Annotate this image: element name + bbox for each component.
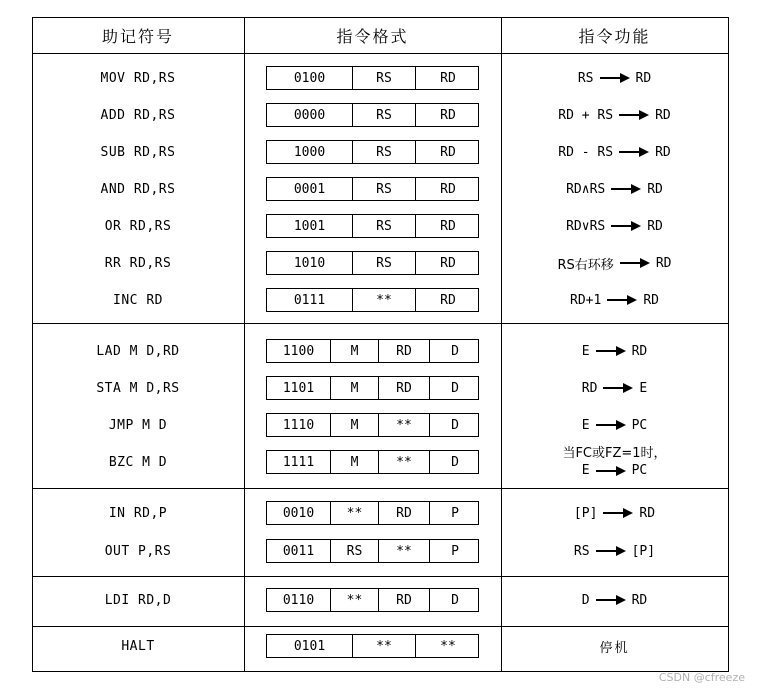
table-rule-horizontal [32, 17, 729, 18]
arrow-right-icon [611, 184, 641, 194]
mnemonic-cell: JMP M D [108, 417, 168, 433]
opcode-field: 0010 [267, 502, 331, 524]
operand-field: M [331, 414, 379, 436]
function-cell [501, 97, 728, 133]
opcode-field: 1000 [267, 141, 353, 163]
function-destination: RD [643, 292, 659, 308]
function-cell [501, 444, 728, 480]
operand-field: ** [379, 451, 430, 473]
function-destination: PC [631, 463, 648, 478]
operand-field: RD [440, 292, 456, 308]
operand-field: RS [353, 252, 416, 274]
function-cell [501, 171, 728, 207]
header-function: 指令功能 [578, 26, 651, 46]
arrow-right-icon [620, 258, 650, 268]
instruction-format-box [266, 103, 479, 127]
function-destination: RD [635, 70, 652, 86]
function-destination: RD [655, 255, 672, 271]
function-destination: RD [631, 592, 648, 608]
instruction-format-box [266, 251, 479, 275]
function-cell [501, 407, 728, 443]
function-cell [501, 333, 728, 369]
instruction-format-box [266, 66, 479, 90]
table-rule-vertical [244, 17, 245, 672]
instruction-format-box [266, 339, 479, 363]
function-source: RD - RS [558, 144, 614, 160]
table-rule-horizontal [32, 576, 729, 577]
instruction-format-box [266, 413, 479, 437]
arrow-right-icon [619, 147, 649, 157]
function-source: RS [577, 70, 594, 86]
function-source: RD [581, 380, 598, 396]
operand-field: RD [440, 255, 456, 271]
operand-field: M [331, 451, 379, 473]
mnemonic-cell: OR RD,RS [104, 218, 172, 234]
instruction-format-box [266, 140, 479, 164]
arrow-right-icon [596, 420, 626, 430]
function-cell [501, 208, 728, 244]
function-destination: PC [631, 417, 648, 433]
mnemonic-cell: STA M D,RS [96, 380, 180, 396]
function-cell [501, 60, 728, 96]
operand-field: RD [379, 589, 430, 611]
operand-field: RD [379, 340, 430, 362]
instruction-format-box [266, 288, 479, 312]
function-text: 停机 [599, 640, 630, 656]
arrow-right-icon [596, 346, 626, 356]
mnemonic-cell: RR RD,RS [104, 255, 172, 271]
function-cell [501, 495, 728, 531]
operand-field: RS [353, 178, 416, 200]
arrow-right-icon [596, 466, 626, 476]
operand-field: D [451, 343, 459, 359]
watermark: CSDN @cfreeze [658, 671, 745, 684]
function-source: RD+1 [570, 292, 602, 308]
opcode-field: 1010 [267, 252, 353, 274]
arrow-right-icon [611, 221, 641, 231]
operand-field: ** [440, 638, 456, 654]
mnemonic-cell: AND RD,RS [100, 181, 176, 197]
opcode-field: 1101 [267, 377, 331, 399]
function-source: RD∨RS [566, 218, 606, 234]
operand-field: M [331, 377, 379, 399]
operand-field: D [451, 417, 459, 433]
opcode-field: 0111 [267, 289, 353, 311]
header-format: 指令格式 [336, 26, 409, 46]
instruction-format-box [266, 634, 479, 658]
operand-field: RD [440, 218, 456, 234]
function-source: RS [573, 543, 590, 559]
mnemonic-cell: HALT [121, 638, 155, 654]
table-rule-horizontal [32, 671, 729, 672]
opcode-field: 1001 [267, 215, 353, 237]
function-source: RS右环移 [557, 257, 614, 273]
opcode-field: 1110 [267, 414, 331, 436]
operand-field: P [451, 505, 459, 521]
instruction-format-box [266, 588, 479, 612]
operand-field: RS [353, 67, 416, 89]
arrow-right-icon [596, 546, 626, 556]
operand-field: RS [353, 141, 416, 163]
mnemonic-cell: OUT P,RS [104, 543, 172, 559]
operand-field: ** [379, 540, 430, 562]
opcode-field: 1111 [267, 451, 331, 473]
operand-field: D [451, 380, 459, 396]
opcode-field: 0011 [267, 540, 331, 562]
operand-field: ** [331, 502, 379, 524]
operand-field: ** [331, 589, 379, 611]
mnemonic-cell: ADD RD,RS [100, 107, 176, 123]
function-cell [501, 134, 728, 170]
opcode-field: 1100 [267, 340, 331, 362]
function-destination: RD [631, 343, 648, 359]
function-destination: [P] [631, 543, 656, 559]
function-cell [501, 533, 728, 569]
arrow-right-icon [607, 295, 637, 305]
function-destination: RD [655, 144, 671, 160]
arrow-right-icon [603, 508, 633, 518]
function-source: E [581, 343, 590, 359]
instruction-format-box [266, 177, 479, 201]
table-rule-horizontal [32, 53, 729, 54]
function-source: RD + RS [558, 107, 614, 123]
function-condition: 当FC或FZ=1时， [562, 446, 667, 461]
function-destination: RD [647, 181, 663, 197]
function-cell [501, 582, 728, 618]
operand-field: D [451, 454, 459, 470]
operand-field: ** [379, 414, 430, 436]
opcode-field: 0001 [267, 178, 353, 200]
mnemonic-cell: INC RD [113, 292, 163, 308]
operand-field: RD [440, 144, 456, 160]
opcode-field: 0110 [267, 589, 331, 611]
function-source: E [581, 417, 590, 433]
function-destination: RD [647, 218, 663, 234]
instruction-format-box [266, 214, 479, 238]
function-destination: RD [639, 505, 656, 521]
table-rule-horizontal [32, 626, 729, 627]
operand-field: ** [353, 635, 416, 657]
arrow-right-icon [600, 73, 630, 83]
operand-field: RD [440, 70, 456, 86]
opcode-field: 0000 [267, 104, 353, 126]
operand-field: RD [440, 181, 456, 197]
mnemonic-cell: SUB RD,RS [100, 144, 176, 160]
function-destination: E [639, 380, 648, 396]
arrow-right-icon [603, 383, 633, 393]
function-cell [501, 282, 728, 318]
mnemonic-cell: LAD M D,RD [96, 343, 180, 359]
instruction-format-box [266, 450, 479, 474]
mnemonic-cell: IN RD,P [108, 505, 168, 521]
instruction-format-box [266, 539, 479, 563]
operand-field: M [331, 340, 379, 362]
mnemonic-cell: LDI RD,D [104, 592, 172, 608]
instruction-format-box [266, 501, 479, 525]
table-rule-horizontal [32, 488, 729, 489]
function-cell [501, 628, 728, 664]
opcode-field: 0101 [267, 635, 353, 657]
operand-field: RD [379, 377, 430, 399]
operand-field: D [451, 592, 459, 608]
function-cell [501, 370, 728, 406]
mnemonic-cell: BZC M D [108, 454, 168, 470]
opcode-field: 0100 [267, 67, 353, 89]
function-source: [P] [573, 505, 598, 521]
function-source: D [581, 592, 590, 608]
instruction-format-box [266, 376, 479, 400]
operand-field: RS [331, 540, 379, 562]
table-rule-vertical [728, 17, 729, 672]
header-mnemonic: 助记符号 [101, 26, 174, 46]
operand-field: RD [440, 107, 456, 123]
function-destination: RD [655, 107, 671, 123]
operand-field: RD [379, 502, 430, 524]
arrow-right-icon [596, 595, 626, 605]
operand-field: ** [353, 289, 416, 311]
mnemonic-cell: MOV RD,RS [100, 70, 176, 86]
function-transfer [582, 462, 647, 479]
operand-field: RS [353, 104, 416, 126]
operand-field: P [451, 543, 459, 559]
function-source: E [581, 463, 590, 478]
table-rule-horizontal [32, 323, 729, 324]
operand-field: RS [353, 215, 416, 237]
function-source: RD∧RS [566, 181, 606, 197]
function-cell [501, 245, 728, 281]
arrow-right-icon [619, 110, 649, 120]
